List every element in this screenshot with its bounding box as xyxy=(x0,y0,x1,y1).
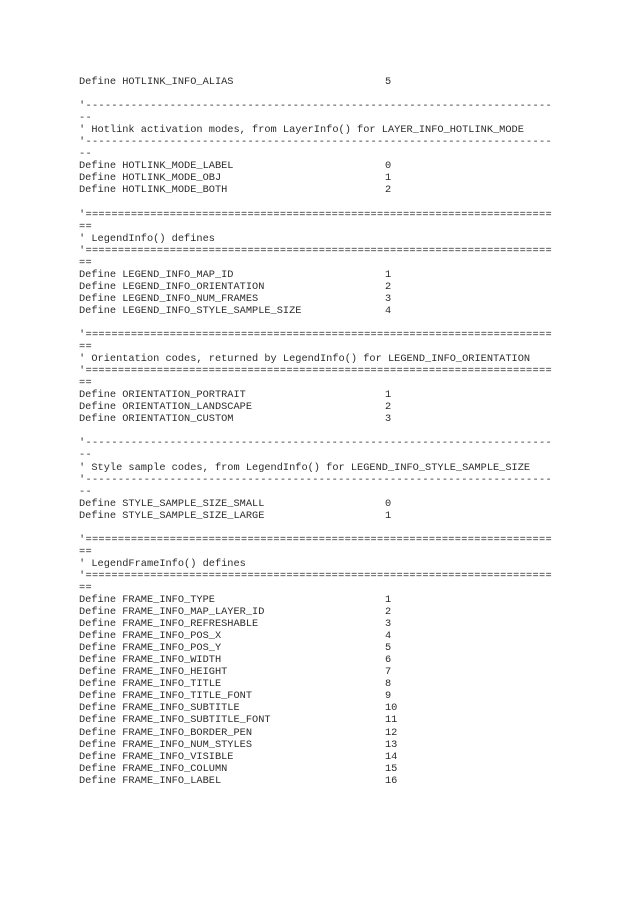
define-value: 5 xyxy=(385,76,392,88)
define-value: 11 xyxy=(385,714,398,727)
define-row xyxy=(79,678,579,690)
define-name: Define HOTLINK_MODE_OBJ xyxy=(79,172,222,185)
comment-line: ' Hotlink activation modes, from LayerInfo() for LAYER_INFO_HOTLINK_MODE xyxy=(79,124,524,137)
define-name: Define FRAME_INFO_TITLE_FONT xyxy=(79,690,253,703)
define-name: Define HOTLINK_MODE_BOTH xyxy=(79,184,228,197)
define-value: 0 xyxy=(385,160,392,173)
comment-rule: '------------------------------------------------------------------------ xyxy=(79,473,552,486)
define-value: 8 xyxy=(385,678,392,691)
define-name: Define FRAME_INFO_TYPE xyxy=(79,594,215,607)
define-row xyxy=(79,618,579,630)
comment-rule: == xyxy=(79,581,92,594)
define-row xyxy=(79,184,579,196)
define-value: 5 xyxy=(385,642,392,655)
define-value: 9 xyxy=(385,690,392,703)
comment-rule: '------------------------------------------------------------------------ xyxy=(79,100,552,113)
define-row xyxy=(79,763,579,775)
comment-rule: '======================================================================== xyxy=(79,244,552,257)
define-value: 2 xyxy=(385,401,392,414)
define-row xyxy=(79,160,579,172)
define-name: Define LEGEND_INFO_ORIENTATION xyxy=(79,280,265,293)
define-name: Define FRAME_INFO_LABEL xyxy=(79,774,222,787)
define-name: Define STYLE_SAMPLE_SIZE_LARGE xyxy=(79,509,265,522)
define-name: Define FRAME_INFO_TITLE xyxy=(79,678,222,691)
blank-line xyxy=(79,88,579,100)
define-value: 7 xyxy=(385,666,392,679)
define-row xyxy=(79,690,579,702)
define-row xyxy=(79,642,579,654)
define-row xyxy=(79,606,579,618)
define-value: 13 xyxy=(385,738,398,751)
define-value: 1 xyxy=(385,172,392,185)
comment-rule: '======================================================================== xyxy=(79,328,552,341)
blank-line xyxy=(79,522,579,534)
define-row xyxy=(79,727,579,739)
define-row xyxy=(79,666,579,678)
define-name: Define FRAME_INFO_SUBTITLE_FONT xyxy=(79,714,271,727)
define-row xyxy=(79,389,579,401)
comment-rule: -- xyxy=(79,449,92,462)
define-name: Define STYLE_SAMPLE_SIZE_SMALL xyxy=(79,497,265,510)
define-value: 2 xyxy=(385,280,392,293)
define-name: Define FRAME_INFO_BORDER_PEN xyxy=(79,726,253,739)
define-name: Define HOTLINK_MODE_LABEL xyxy=(79,160,234,173)
comment-rule: == xyxy=(79,220,92,233)
define-value: 0 xyxy=(385,497,392,510)
comment-rule: == xyxy=(79,341,92,354)
comment-rule: == xyxy=(79,256,92,269)
define-row xyxy=(79,775,579,787)
comment-rule: -- xyxy=(79,112,92,125)
define-row xyxy=(79,305,579,317)
define-value: 4 xyxy=(385,304,392,317)
define-value: 2 xyxy=(385,184,392,197)
define-name: Define LEGEND_INFO_STYLE_SAMPLE_SIZE xyxy=(79,304,302,317)
define-row xyxy=(79,401,579,413)
define-row xyxy=(79,172,579,184)
define-value: 14 xyxy=(385,750,398,763)
define-name: Define ORIENTATION_LANDSCAPE xyxy=(79,401,253,414)
define-row xyxy=(79,76,579,88)
define-name: Define FRAME_INFO_SUBTITLE xyxy=(79,702,240,715)
define-name: Define ORIENTATION_PORTRAIT xyxy=(79,389,246,402)
define-value: 16 xyxy=(385,774,398,787)
comment-line: ' LegendFrameInfo() defines xyxy=(79,557,246,570)
define-name: Define FRAME_INFO_POS_Y xyxy=(79,642,222,655)
comment-line: ' Orientation codes, returned by LegendInfo() for LEGEND_INFO_ORIENTATION xyxy=(79,353,531,366)
define-name: Define LEGEND_INFO_MAP_ID xyxy=(79,268,234,281)
define-name: Define FRAME_INFO_POS_X xyxy=(79,630,222,643)
blank-line xyxy=(79,317,579,329)
define-name: Define FRAME_INFO_MAP_LAYER_ID xyxy=(79,606,265,619)
blank-line xyxy=(79,425,579,437)
define-row xyxy=(79,498,579,510)
define-value: 1 xyxy=(385,389,392,402)
define-name: Define FRAME_INFO_VISIBLE xyxy=(79,750,234,763)
define-name: Define LEGEND_INFO_NUM_FRAMES xyxy=(79,292,259,305)
comment-rule: '------------------------------------------------------------------------ xyxy=(79,437,552,450)
comment-rule: '======================================================================== xyxy=(79,365,552,378)
define-value: 3 xyxy=(385,292,392,305)
define-value: 15 xyxy=(385,762,398,775)
define-row xyxy=(79,654,579,666)
define-row xyxy=(79,510,579,522)
define-value: 12 xyxy=(385,726,398,739)
define-row xyxy=(79,269,579,281)
define-name: Define FRAME_INFO_WIDTH xyxy=(79,654,222,667)
define-name: Define FRAME_INFO_COLUMN xyxy=(79,762,228,775)
define-row xyxy=(79,293,579,305)
define-value: 3 xyxy=(385,413,392,426)
comment-line: ' LegendInfo() defines xyxy=(79,232,215,245)
blank-line xyxy=(79,196,579,208)
define-row xyxy=(79,702,579,714)
code-listing xyxy=(79,76,579,787)
define-row xyxy=(79,413,579,425)
define-name: Define FRAME_INFO_HEIGHT xyxy=(79,666,228,679)
comment-rule: '======================================================================== xyxy=(79,208,552,221)
define-value: 1 xyxy=(385,594,392,607)
define-value: 3 xyxy=(385,618,392,631)
define-row xyxy=(79,739,579,751)
comment-rule: -- xyxy=(79,485,92,498)
comment-rule: -- xyxy=(79,148,92,161)
define-value: 6 xyxy=(385,654,392,667)
define-value: 1 xyxy=(385,268,392,281)
define-value: 4 xyxy=(385,630,392,643)
define-row xyxy=(79,594,579,606)
comment-rule: '------------------------------------------------------------------------ xyxy=(79,136,552,149)
define-name: Define FRAME_INFO_REFRESHABLE xyxy=(79,618,259,631)
define-name: Define FRAME_INFO_NUM_STYLES xyxy=(79,738,253,751)
comment-rule: '======================================================================== xyxy=(79,569,552,582)
define-row xyxy=(79,714,579,726)
comment-rule: == xyxy=(79,545,92,558)
comment-line: ' Style sample codes, from LegendInfo() for LEGEND_INFO_STYLE_SAMPLE_SIZE xyxy=(79,461,531,474)
define-value: 10 xyxy=(385,702,398,715)
define-row xyxy=(79,281,579,293)
define-value: 2 xyxy=(385,606,392,619)
comment-rule: == xyxy=(79,377,92,390)
define-value: 1 xyxy=(385,509,392,522)
define-name: Define HOTLINK_INFO_ALIAS xyxy=(79,76,234,88)
comment-rule: '======================================================================== xyxy=(79,533,552,546)
define-row xyxy=(79,630,579,642)
define-name: Define ORIENTATION_CUSTOM xyxy=(79,413,234,426)
define-row xyxy=(79,751,579,763)
